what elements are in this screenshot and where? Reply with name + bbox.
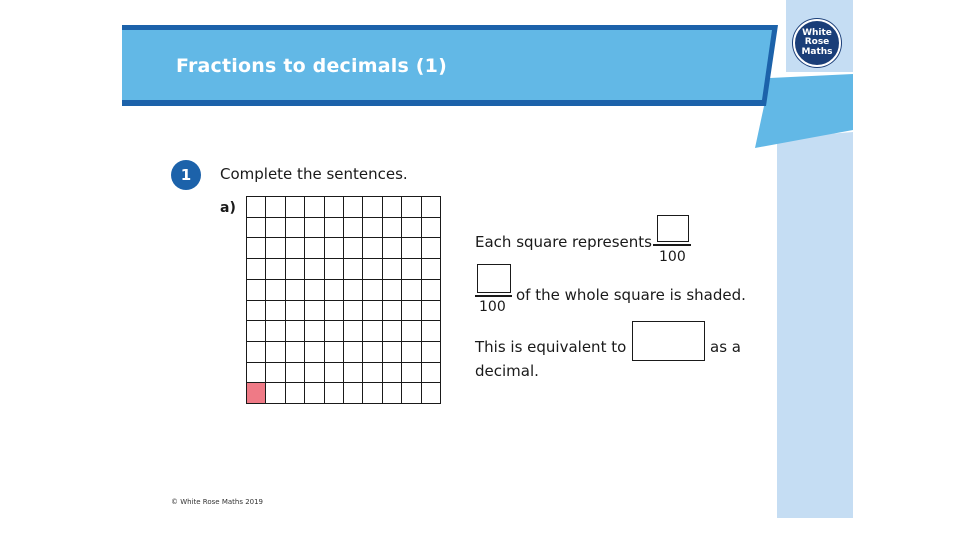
- white-rose-maths-logo: [793, 19, 841, 67]
- grid-cell: [325, 342, 344, 363]
- grid-cell: [422, 238, 441, 259]
- copyright-notice: © White Rose Maths 2019: [171, 498, 264, 506]
- grid-cell: [383, 197, 402, 218]
- logo-line-1: White: [802, 27, 832, 38]
- grid-cell: [305, 383, 324, 404]
- grid-cell: [422, 363, 441, 384]
- sentence-3-line-2: decimal.: [475, 362, 539, 380]
- grid-cell: [383, 218, 402, 239]
- grid-cell: [383, 301, 402, 322]
- grid-cell: [422, 342, 441, 363]
- grid-cell: [383, 280, 402, 301]
- grid-cell: [402, 342, 421, 363]
- grid-cell: [266, 301, 285, 322]
- grid-cell: [422, 383, 441, 404]
- grid-cell: [247, 197, 266, 218]
- grid-cell: [363, 197, 382, 218]
- grid-cell: [402, 218, 421, 239]
- grid-cell: [305, 321, 324, 342]
- grid-cell: [363, 238, 382, 259]
- denominator-1: 100: [659, 249, 686, 265]
- denominator-2: 100: [479, 299, 506, 315]
- grid-cell: [305, 363, 324, 384]
- grid-cell: [402, 259, 421, 280]
- grid-cell: [422, 259, 441, 280]
- grid-cell: [266, 259, 285, 280]
- grid-cell: [344, 321, 363, 342]
- grid-cell: [247, 218, 266, 239]
- grid-cell: [402, 383, 421, 404]
- grid-cell: [305, 342, 324, 363]
- grid-cell: [363, 342, 382, 363]
- grid-cell: [247, 363, 266, 384]
- grid-cell: [247, 280, 266, 301]
- logo-line-2: Rose: [804, 37, 830, 48]
- grid-cell: [363, 280, 382, 301]
- grid-cell: [266, 238, 285, 259]
- grid-cell: [325, 218, 344, 239]
- grid-cell: [286, 280, 305, 301]
- grid-cell: [344, 238, 363, 259]
- numerator-box-1[interactable]: [657, 215, 689, 242]
- grid-cell: [402, 301, 421, 322]
- grid-cell: [247, 238, 266, 259]
- grid-cell: [325, 383, 344, 404]
- grid-cell: [344, 342, 363, 363]
- grid-cell: [247, 259, 266, 280]
- grid-cell: [286, 363, 305, 384]
- grid-cell: [305, 280, 324, 301]
- decimal-answer-box[interactable]: [632, 321, 705, 361]
- grid-cell: [266, 197, 285, 218]
- sentence-3-start: This is equivalent to: [475, 338, 627, 356]
- grid-cell: [402, 197, 421, 218]
- grid-cell: [305, 218, 324, 239]
- grid-cell: [286, 321, 305, 342]
- fraction-bar-2: [475, 295, 512, 297]
- grid-cell: [305, 197, 324, 218]
- grid-cell: [266, 321, 285, 342]
- grid-cell: [363, 383, 382, 404]
- grid-cell: [325, 301, 344, 322]
- grid-cell: [325, 197, 344, 218]
- sentence-3-end: as a: [710, 338, 741, 356]
- sentence-1-text: Each square represents: [475, 233, 652, 251]
- grid-cell: [383, 342, 402, 363]
- grid-cell: [422, 321, 441, 342]
- grid-cell: [266, 363, 285, 384]
- grid-cell: [325, 259, 344, 280]
- grid-cell: [344, 280, 363, 301]
- grid-cell-shaded: [247, 383, 266, 404]
- grid-cell: [422, 301, 441, 322]
- grid-cell: [286, 383, 305, 404]
- grid-cell: [363, 301, 382, 322]
- grid-cell: [363, 218, 382, 239]
- grid-cell: [325, 238, 344, 259]
- grid-cell: [344, 363, 363, 384]
- grid-cell: [325, 321, 344, 342]
- hundred-square-grid: [246, 196, 441, 404]
- grid-cell: [325, 363, 344, 384]
- grid-cell: [305, 238, 324, 259]
- grid-cell: [383, 259, 402, 280]
- sentence-2-text: of the whole square is shaded.: [516, 286, 746, 304]
- grid-cell: [383, 321, 402, 342]
- grid-cell: [325, 280, 344, 301]
- grid-cell: [383, 383, 402, 404]
- grid-cell: [402, 321, 421, 342]
- grid-cell: [344, 259, 363, 280]
- grid-cell: [363, 259, 382, 280]
- grid-cell: [266, 218, 285, 239]
- grid-cell: [286, 197, 305, 218]
- grid-cell: [344, 301, 363, 322]
- grid-cell: [286, 301, 305, 322]
- grid-cell: [344, 383, 363, 404]
- grid-cell: [305, 259, 324, 280]
- logo-line-3: Maths: [801, 46, 833, 57]
- grid-cell: [247, 342, 266, 363]
- grid-cell: [247, 321, 266, 342]
- page-title: Fractions to decimals (1): [176, 55, 447, 77]
- grid-cell: [266, 280, 285, 301]
- grid-cell: [422, 197, 441, 218]
- grid-cell: [422, 280, 441, 301]
- grid-cell: [286, 238, 305, 259]
- fraction-bar-1: [653, 244, 691, 246]
- grid-cell: [286, 342, 305, 363]
- grid-cell: [266, 383, 285, 404]
- numerator-box-2[interactable]: [477, 264, 511, 293]
- grid-cell: [344, 197, 363, 218]
- grid-cell: [383, 363, 402, 384]
- grid-cell: [363, 363, 382, 384]
- grid-cell: [305, 301, 324, 322]
- grid-cell: [402, 363, 421, 384]
- grid-cell: [363, 321, 382, 342]
- grid-cell: [422, 218, 441, 239]
- grid-cell: [402, 280, 421, 301]
- grid-cell: [286, 218, 305, 239]
- grid-cell: [344, 218, 363, 239]
- grid-cell: [286, 259, 305, 280]
- question-number-badge: 1: [171, 160, 201, 190]
- grid-cell: [402, 238, 421, 259]
- grid-cell: [247, 301, 266, 322]
- part-label: a): [220, 200, 236, 216]
- grid-cell: [266, 342, 285, 363]
- grid-cell: [383, 238, 402, 259]
- question-instruction: Complete the sentences.: [220, 165, 408, 183]
